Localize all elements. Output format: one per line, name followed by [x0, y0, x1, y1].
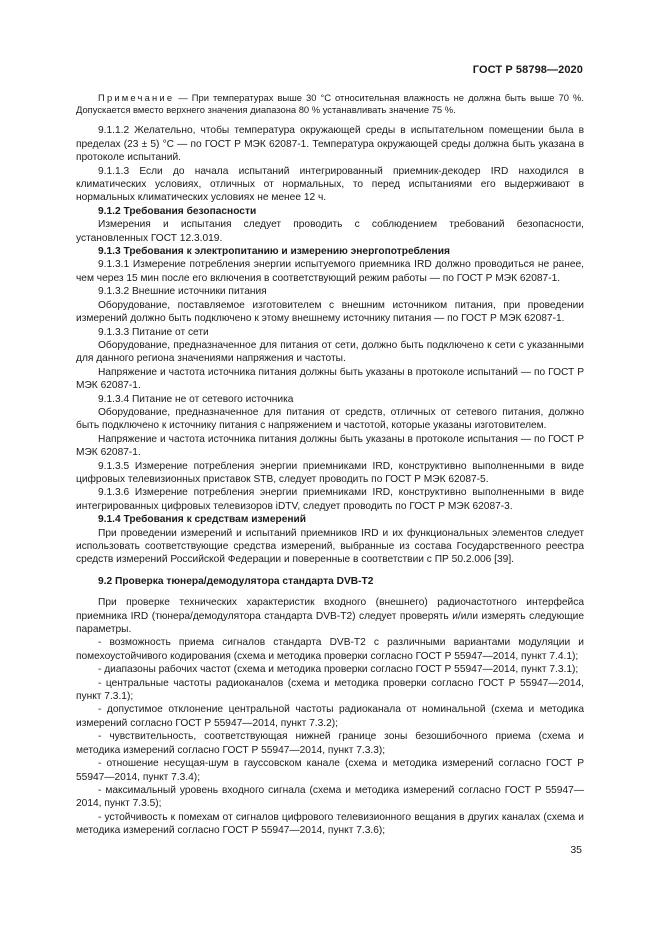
heading-9-1-2: 9.1.2 Требования безопасности — [98, 205, 257, 217]
list-item: - максимальный уровень входного сигнала (схема и методика измерений согласно ГОСТ Р 55947—2014, пункт 7.3.5); — [76, 784, 584, 810]
list-item: - допустимое отклонение центральной частоты радиоканала от номинальной (схема и методика измерений согласно ГОСТ Р 55947—2014, пункт 7.3.2); — [76, 704, 584, 729]
document-body — [76, 92, 584, 838]
paragraph-9-2: При проверке технических характеристик входного (внешнего) радиочастотного интерфейса приемника IRD (тюнера/демодулятора стандарта DVB-T2) следует проверять и/или измерять следующие параметры. — [76, 597, 584, 636]
paragraph-9-1-3-4-text-a: Оборудование, предназначенное для питания от средств, отличных от сетевого питания, должно быть подключено к источнику питания с напряжением и частотой, которые указаны изготовителем. — [76, 406, 584, 432]
list-item: - центральные частоты радиоканалов (схема и методика проверки согласно ГОСТ Р 55947—2014, пункт 7.3.1); — [76, 677, 584, 703]
paragraph-9-1-3-1: 9.1.3.1 Измерение потребления энергии испытуемого приемника IRD должно проводиться не ранее, чем через 15 мин после его включения в соответствующий режим работы — по ГОСТ Р МЭК 62087-1. — [76, 259, 584, 284]
list-item: - возможность приема сигналов стандарта DVB-T2 с различными вариантами модуляции и помехоустойчивого кодирования (схема и методика проверки согласно ГОСТ Р 55947—2014, пункт 7.4.1); — [76, 637, 584, 662]
paragraph-9-1-4: При проведении измерений и испытаний приемников IRD и их функциональных элементов следует использовать соответствующие средства измерений, выбранные из состава Государственного реестра средств измерений Российской Федерации и поверенные в соответствии с ПР 50.2.006 [39]. — [76, 527, 584, 566]
paragraph-9-1-3-4-text-b: Напряжение и частота источника питания должны быть указаны в протоколе испытания — по ГОСТ Р МЭК 62087-1. — [76, 433, 584, 459]
paragraph-9-1-2: Измерения и испытания следует проводить с соблюдением требований безопасности, установленных ГОСТ 12.3.019. — [76, 219, 584, 244]
page-number: 35 — [570, 844, 582, 856]
list-item: - диапазоны рабочих частот (схема и методика проверки согласно ГОСТ Р 55947—2014, пункт 7.3.1); — [98, 664, 579, 676]
note-label: Примечание — [98, 92, 175, 103]
paragraph-9-1-3-4: 9.1.3.4 Питание не от сетевого источника — [98, 393, 294, 405]
paragraph-9-1-1-3: 9.1.1.3 Если до начала испытаний интегрированный приемник-декодер IRD находился в климатических условиях, отличных от нормальных, то перед испытаниями его выдерживают в нормальных климатических условиях не менее 12 ч. — [76, 165, 584, 204]
paragraph-9-1-3-3-text-a: Оборудование, предназначенное для питания от сети, должно быть подключено к сети с указанными для данного региона значениями напряжения и частоты. — [76, 339, 584, 365]
paragraph-9-1-3-6: 9.1.3.6 Измерение потребления энергии приемниками IRD, конструктивно выполненными в виде интегрированных цифровых телевизоров iDTV, следует проводить по ГОСТ Р МЭК 62087-3. — [76, 487, 584, 512]
note-paragraph — [76, 92, 584, 116]
paragraph-9-1-3-3: 9.1.3.3 Питание от сети — [98, 326, 209, 338]
list-item: - отношение несущая-шум в гауссовском канале (схема и методика измерений согласно ГОСТ Р 55947—2014, пункт 7.3.4); — [76, 758, 584, 783]
note-text: — При температурах выше 30 °С относительная влажность не должна быть выше 70 %. Допускается вместо верхнего значения диапазона 80 % устанавливать значение 75 %. — [76, 92, 584, 116]
paragraph-9-1-3-2-text: Оборудование, поставляемое изготовителем с внешним источником питания, при проведении измерений должно быть подключено к этому внешнему источнику питания — по ГОСТ Р МЭК 62087-1. — [76, 299, 584, 325]
list-item: - чувствительность, соответствующая нижней границе зоны безошибочного приема (схема и методика измерений согласно ГОСТ Р 55947—2014, пункт 7.3.3); — [76, 731, 584, 756]
standard-header: ГОСТ Р 58798—2020 — [472, 64, 583, 76]
paragraph-9-1-3-2: 9.1.3.2 Внешние источники питания — [98, 286, 267, 298]
heading-9-1-3: 9.1.3 Требования к электропитанию и измерению энергопотребления — [98, 246, 450, 258]
paragraph-9-1-3-5: 9.1.3.5 Измерение потребления энергии приемниками IRD, конструктивно выполненными в виде цифровых телевизионных приставок STB, следует проводить по ГОСТ Р МЭК 62087-5. — [76, 460, 584, 485]
paragraph-9-1-3-3-text-b: Напряжение и частота источника питания должны быть указаны в протоколе испытаний — по ГОСТ Р МЭК 62087-1. — [76, 366, 584, 392]
list-item: - устойчивость к помехам от сигналов цифрового телевизионного вещания в других каналах (схема и методика измерений согласно ГОСТ Р 55947—2014, пункт 7.3.6); — [76, 811, 584, 837]
paragraph-9-1-1-2: 9.1.1.2 Желательно, чтобы температура окружающей среды в испытательном помещении была в пределах (23 ± 5) °С — по ГОСТ Р МЭК 62087-1. Температура окружающей среды должна быть указана в протоколе испытаний. — [76, 125, 584, 164]
heading-9-1-4: 9.1.4 Требования к средствам измерений — [98, 514, 307, 526]
heading-9-2: 9.2 Проверка тюнера/демодулятора стандарта DVB-T2 — [98, 575, 374, 587]
